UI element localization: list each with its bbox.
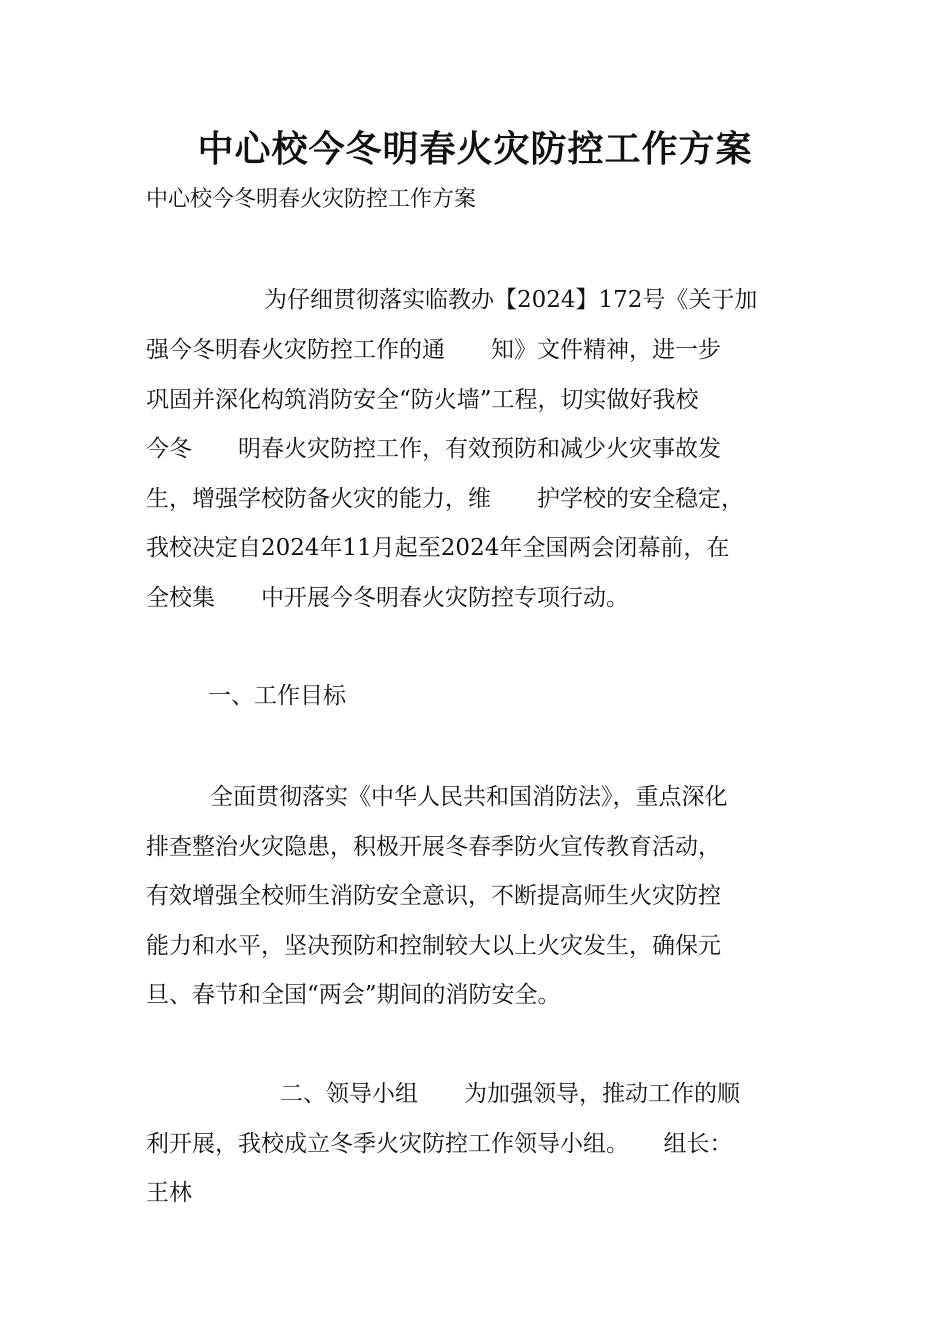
intro-line-6: 我校决定自2024年11月起至2024年全国两会闭幕前，在 [146, 535, 730, 561]
document-title: 中心校今冬明春火灾防控工作方案 [197, 129, 753, 170]
intro-line-7: 全校集 中开展今冬明春火灾防控专项行动。 [146, 585, 629, 611]
goals-line-4: 能力和水平，坚决预防和控制较大以上火灾发生，确保元 [146, 933, 721, 959]
goals-line-1: 全面贯彻落实《中华人民共和国消防法》，重点深化 [210, 784, 728, 810]
intro-line-4: 今冬 明春火灾防控工作，有效预防和减少火灾事故发 [146, 436, 721, 462]
goals-line-2: 排查整治火灾隐患，积极开展冬春季防火宣传教育活动， [146, 834, 721, 860]
intro-line-2: 强今冬明春火灾防控工作的通 知》文件精神，进一步 [146, 337, 721, 363]
leadership-line-1: 二、领导小组 为加强领导，推动工作的顺 [280, 1081, 740, 1107]
intro-line-5: 生，增强学校防备火灾的能力，维 护学校的安全稳定， [146, 486, 744, 512]
section-heading-goals: 一、工作目标 [208, 683, 346, 709]
intro-line-3: 巩固并深化构筑消防安全“防火墙”工程，切实做好我校 [146, 387, 699, 413]
document-subtitle: 中心校今冬明春火灾防控工作方案 [146, 187, 477, 212]
leadership-line-3: 王林 [146, 1180, 192, 1206]
goals-line-3: 有效增强全校师生消防安全意识，不断提高师生火灾防控 [146, 883, 721, 909]
leadership-line-2: 利开展，我校成立冬季火灾防控工作领导小组。 组长： [146, 1131, 733, 1157]
intro-line-1: 为仔细贯彻落实临教办【2024】172号《关于加 [264, 287, 758, 313]
goals-line-5: 旦、春节和全国“两会”期间的消防安全。 [146, 982, 561, 1008]
